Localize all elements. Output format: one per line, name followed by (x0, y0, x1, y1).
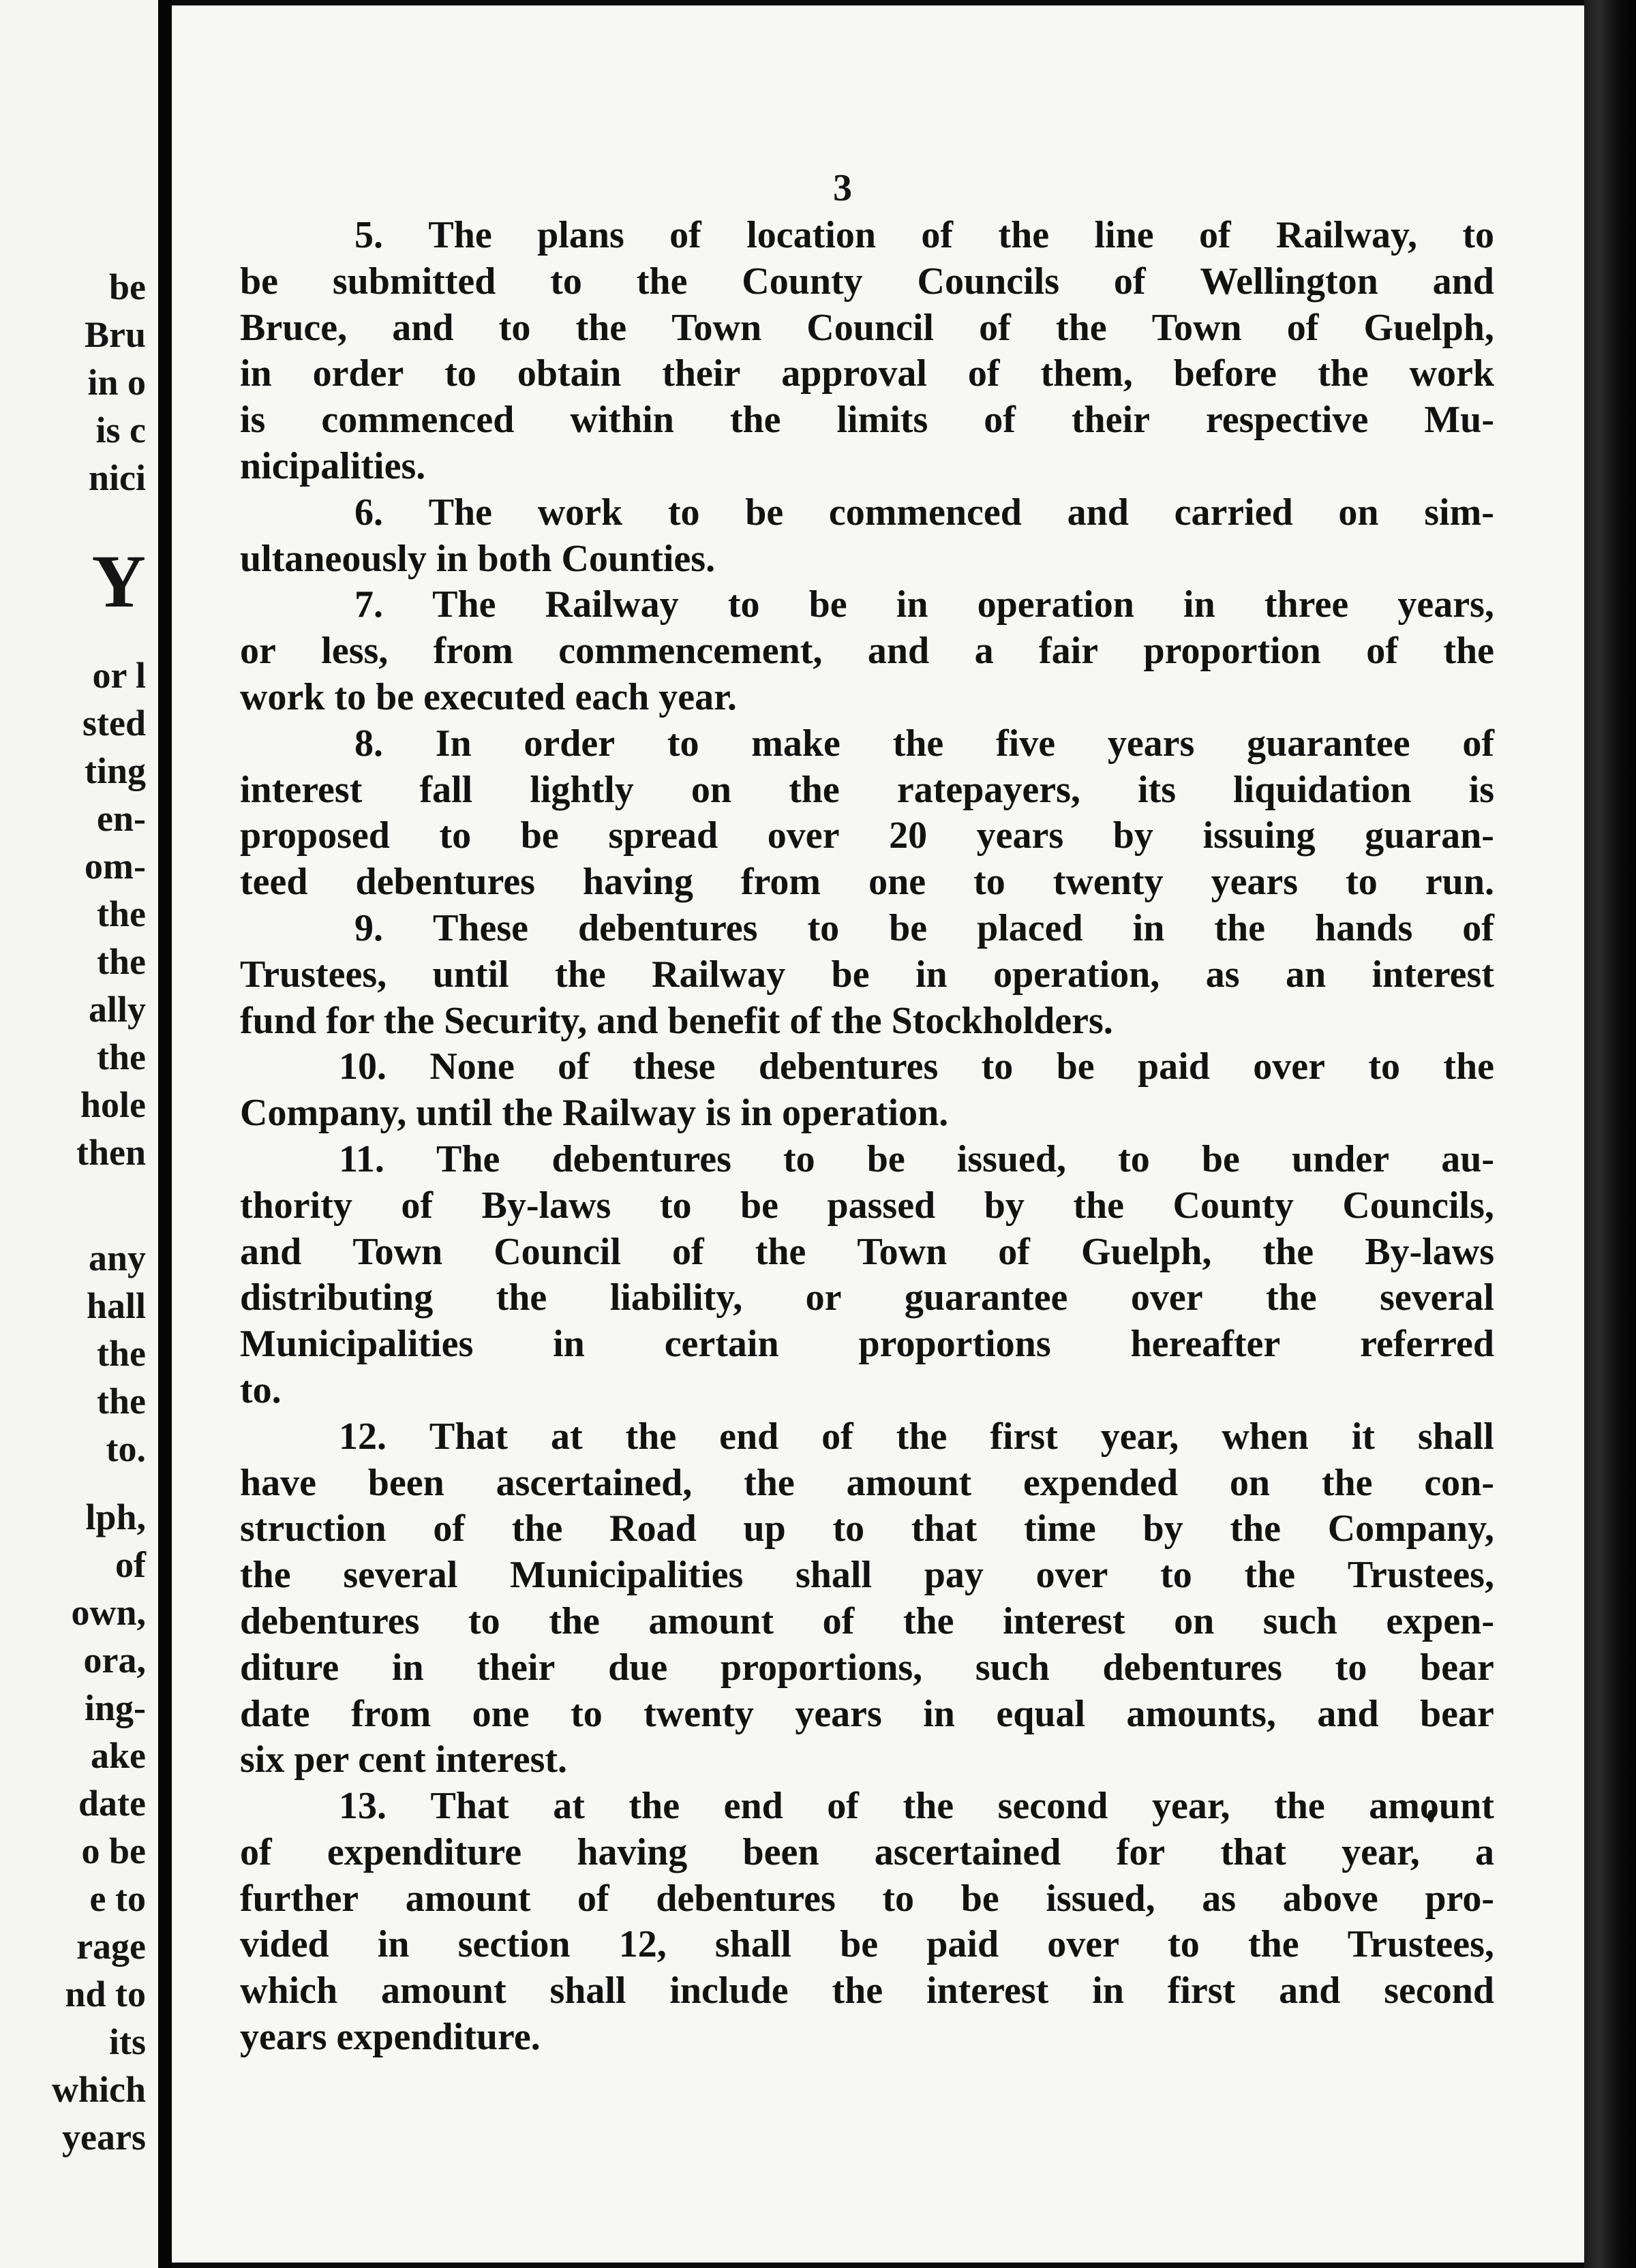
text-line: 9. These debentures to be placed in the hands of (354, 906, 1494, 949)
text-line: be submitted to the County Councils of Wellington and (240, 260, 1494, 303)
text-line: 6. The work to be commenced and carried on sim- (354, 491, 1494, 534)
text-line: Trustees, until the Railway be in operation, as an interest (240, 953, 1494, 996)
left-page-fragment: rage (76, 1926, 146, 1967)
left-page-fragment: om- (85, 846, 146, 887)
text-line: 8. In order to make the five years guarantee of (354, 722, 1494, 765)
text-line: 10. None of these debentures to be paid over to the (339, 1045, 1494, 1088)
text-line: proposed to be spread over 20 years by issuing guaran- (240, 814, 1494, 857)
text-line: date from one to twenty years in equal amounts, and bear (240, 1692, 1494, 1735)
text-line: have been ascertained, the amount expended on the con- (240, 1461, 1494, 1504)
left-page-fragment: hall (86, 1285, 146, 1326)
text-line: further amount of debentures to be issued, as above pro- (240, 1877, 1494, 1920)
text-line: interest fall lightly on the ratepayers, its liquidation is (240, 768, 1494, 811)
text-line: 5. The plans of location of the line of Railway, to (354, 214, 1494, 256)
left-page-fragment: ting (84, 750, 146, 791)
text-line: struction of the Road up to that time by the Company, (240, 1507, 1494, 1550)
text-line: Municipalities in certain proportions hereafter referred (240, 1323, 1494, 1366)
left-page-fragment: ora, (83, 1640, 146, 1681)
text-line: teed debentures having from one to twenty years to run. (240, 861, 1494, 904)
text-line: of expenditure having been ascertained for that year, a (240, 1830, 1494, 1873)
left-page-fragment: then (76, 1132, 146, 1173)
left-page-fragment: lph, (85, 1497, 146, 1537)
left-page-fragment: or l (92, 655, 146, 696)
text-line: 12. That at the end of the first year, when it shall (339, 1415, 1494, 1458)
left-page-fragment: in o (87, 362, 146, 403)
text-line: Company, until the Railway is in operation. (240, 1092, 949, 1135)
left-page-fragment: its (109, 2021, 146, 2062)
text-line: vided in section 12, shall be paid over to the Trustees, (240, 1923, 1494, 1966)
left-page-fragment: hole (80, 1084, 146, 1125)
text-line: distributing the liability, or guarantee over the several (240, 1276, 1494, 1319)
text-line: work to be executed each year. (240, 675, 737, 718)
text-line: is commenced within the limits of their respective Mu- (240, 399, 1494, 442)
text-line: Bruce, and to the Town Council of the Town of Guelph, (240, 306, 1494, 349)
text-line: 11. The debentures to be issued, to be under au- (339, 1137, 1494, 1180)
article-text (240, 213, 1494, 2061)
left-page-fragment: of (115, 1544, 146, 1585)
left-page-fragment: the (97, 941, 146, 982)
left-page-fragment: e to (89, 1878, 146, 1919)
left-page-fragment: en- (97, 798, 146, 839)
left-page-fragment: the (97, 1037, 146, 1077)
left-page-fragment: own, (71, 1592, 146, 1633)
document-page (172, 5, 1584, 2263)
text-line: or less, from commencement, and a fair proportion of the (240, 630, 1494, 673)
text-line: nicipalities. (240, 444, 426, 487)
left-page-fragment: nici (88, 457, 146, 498)
text-line: to. (240, 1368, 282, 1411)
book-spine (1584, 0, 1636, 2268)
text-line: 13. That at the end of the second year, the amount (339, 1785, 1494, 1828)
text-line: the several Municipalities shall pay over to the Trustees, (240, 1554, 1494, 1597)
left-page-fragment: date (78, 1783, 146, 1824)
left-page-fragment: is c (95, 410, 146, 450)
left-page-fragment: o be (81, 1830, 146, 1871)
page-number: 3 (833, 167, 852, 209)
left-page-fragment: to. (106, 1428, 146, 1469)
text-line: debentures to the amount of the interest on such expen- (240, 1599, 1494, 1642)
text-line: ultaneously in both Counties. (240, 537, 716, 580)
text-line: thority of By-laws to be passed by the County Councils, (240, 1184, 1494, 1227)
left-page-fragment: which (51, 2069, 146, 2110)
text-line: years expenditure. (240, 2016, 541, 2059)
left-page-fragment: Y (91, 540, 146, 623)
left-page-fragment: years (62, 2117, 146, 2158)
left-page-fragment: the (97, 893, 146, 934)
text-line: and Town Council of the Town of Guelph, the By-laws (240, 1230, 1494, 1273)
left-page-fragment: any (88, 1238, 146, 1278)
left-page-fragment: the (97, 1333, 146, 1374)
text-line: 7. The Railway to be in operation in three years, (354, 583, 1494, 626)
page-gutter (158, 0, 172, 2268)
left-page-fragment: nd to (65, 1974, 146, 2014)
left-page-fragment: ally (88, 989, 146, 1030)
text-line: in order to obtain their approval of them, before the work (240, 352, 1494, 395)
text-line: diture in their due proportions, such debentures to bear (240, 1646, 1494, 1689)
text-line: six per cent interest. (240, 1738, 568, 1781)
adjacent-page-fragment (0, 0, 158, 2268)
left-page-fragment: be (109, 266, 146, 307)
left-page-fragment: sted (82, 703, 146, 744)
left-page-fragment: Bru (84, 314, 146, 355)
text-line: fund for the Security, and benefit of the Stockholders. (240, 999, 1113, 1042)
left-page-fragment: ake (91, 1735, 146, 1776)
text-line: which amount shall include the interest in first and second (240, 1970, 1494, 2012)
left-page-fragment: the (97, 1381, 146, 1422)
left-page-fragment: ing- (84, 1687, 146, 1728)
